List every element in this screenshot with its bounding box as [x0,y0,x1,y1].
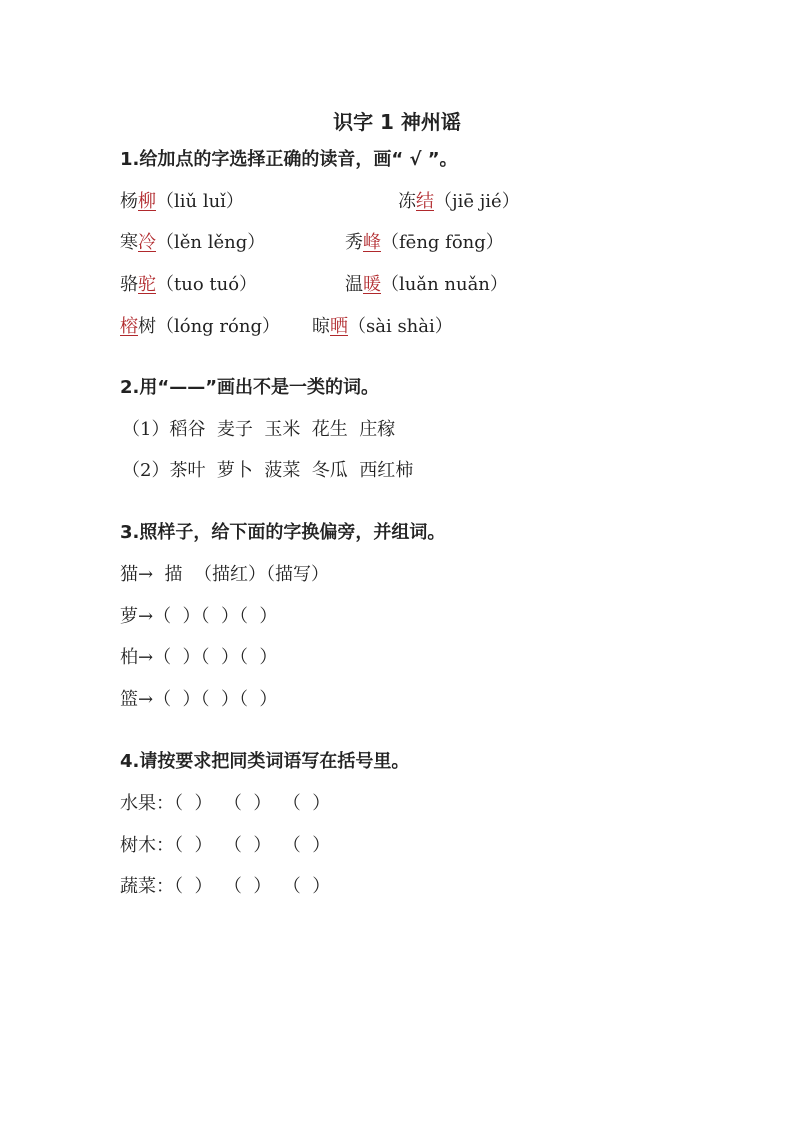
pinyin-item: 榕树（lóng róng） [120,316,280,337]
example-line: 猫→ 描 （描红）（描写） [120,564,329,585]
page-title: 识字 1 神州谣 [333,110,461,134]
pinyin-item: 晾晒（sài shài） [312,316,453,337]
word-group-line: （1）稻谷 麦子 玉米 花生 庄稼 [122,419,396,440]
question-4-heading: 4.请按要求把同类词语写在括号里。 [120,751,410,772]
pinyin-item: 温暖（luǎn nuǎn） [345,274,508,295]
pinyin-item: 冻结（jiē jié） [398,191,520,212]
answer-line: 柏→（ ）（ ）（ ） [120,647,278,668]
question-2-heading: 2.用“——”画出不是一类的词。 [120,377,380,398]
answer-line: 萝→（ ）（ ）（ ） [120,606,278,627]
word-group-line: （2）茶叶 萝卜 菠菜 冬瓜 西红柿 [122,460,414,481]
answer-line: 篮→（ ）（ ）（ ） [120,689,278,710]
answer-line: 蔬菜：（ ） （ ） （ ） [120,876,331,897]
answer-line: 水果：（ ） （ ） （ ） [120,793,331,814]
pinyin-item: 杨柳（liǔ luǐ） [120,191,244,212]
question-1-heading: 1.给加点的字选择正确的读音，画“ √ ”。 [120,149,458,170]
question-3-heading: 3.照样子，给下面的字换偏旁，并组词。 [120,522,446,543]
answer-line: 树木：（ ） （ ） （ ） [120,835,331,856]
pinyin-item: 寒冷（lěn lěng） [120,232,266,253]
pinyin-item: 骆驼（tuo tuó） [120,274,258,295]
pinyin-item: 秀峰（fēng fōng） [345,232,504,253]
